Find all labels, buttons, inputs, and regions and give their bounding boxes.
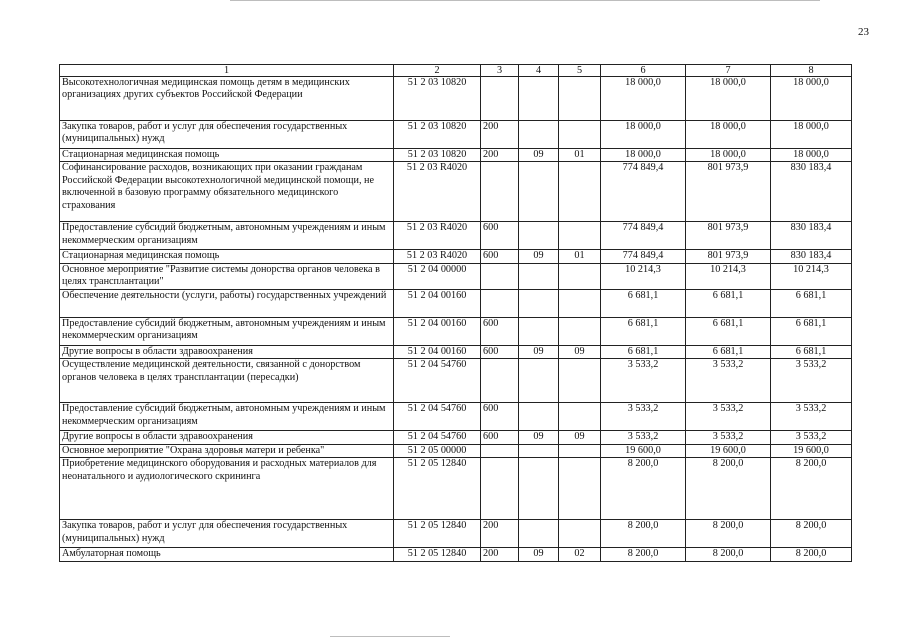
row-vr-cell: 600 xyxy=(481,250,519,263)
header-cell: 2 xyxy=(394,65,481,77)
row-code-cell: 51 2 03 10820 xyxy=(394,77,481,121)
page-number: 23 xyxy=(858,26,869,38)
table-header-row xyxy=(60,65,852,77)
row-rz-cell xyxy=(519,263,559,289)
row-value-year2-cell: 10 214,3 xyxy=(686,263,771,289)
row-pr-cell xyxy=(559,162,601,222)
row-vr-cell: 200 xyxy=(481,121,519,149)
row-value-year2-cell: 19 600,0 xyxy=(686,444,771,457)
row-pr-cell: 01 xyxy=(559,250,601,263)
header-cell: 6 xyxy=(601,65,686,77)
row-vr-cell: 600 xyxy=(481,317,519,345)
row-vr-cell: 200 xyxy=(481,149,519,162)
row-rz-cell xyxy=(519,403,559,431)
row-value-year3-cell: 18 000,0 xyxy=(771,121,852,149)
row-rz-cell: 09 xyxy=(519,548,559,561)
header-cell: 4 xyxy=(519,65,559,77)
row-name-cell: Высокотехнологичная медицинская помощь детям в медицинских организациях других субъектов Российской Федерации xyxy=(60,77,394,121)
row-pr-cell xyxy=(559,403,601,431)
row-rz-cell xyxy=(519,77,559,121)
row-rz-cell xyxy=(519,222,559,250)
row-name-cell: Основное мероприятие "Охрана здоровья матери и ребенка" xyxy=(60,444,394,457)
row-rz-cell: 09 xyxy=(519,431,559,444)
row-pr-cell xyxy=(559,263,601,289)
row-value-year1-cell: 18 000,0 xyxy=(601,77,686,121)
row-value-year3-cell: 18 000,0 xyxy=(771,149,852,162)
row-name-cell: Осуществление медицинской деятельности, связанной с донорством органов человека в целях трансплантации (пересадки) xyxy=(60,359,394,403)
table-row xyxy=(60,444,852,457)
row-value-year1-cell: 8 200,0 xyxy=(601,520,686,548)
row-rz-cell xyxy=(519,121,559,149)
row-value-year3-cell: 830 183,4 xyxy=(771,162,852,222)
row-pr-cell: 09 xyxy=(559,345,601,358)
header-cell: 5 xyxy=(559,65,601,77)
row-value-year3-cell: 830 183,4 xyxy=(771,222,852,250)
row-vr-cell: 600 xyxy=(481,431,519,444)
row-value-year1-cell: 3 533,2 xyxy=(601,403,686,431)
row-pr-cell xyxy=(559,317,601,345)
row-value-year3-cell: 6 681,1 xyxy=(771,345,852,358)
row-vr-cell: 200 xyxy=(481,548,519,561)
row-vr-cell: 600 xyxy=(481,222,519,250)
row-pr-cell xyxy=(559,458,601,520)
row-value-year3-cell: 8 200,0 xyxy=(771,458,852,520)
row-value-year1-cell: 10 214,3 xyxy=(601,263,686,289)
row-value-year1-cell: 3 533,2 xyxy=(601,431,686,444)
row-value-year2-cell: 6 681,1 xyxy=(686,289,771,317)
row-pr-cell xyxy=(559,289,601,317)
row-value-year3-cell: 8 200,0 xyxy=(771,548,852,561)
scan-edge-top xyxy=(230,0,820,1)
table-row xyxy=(60,458,852,520)
row-vr-cell xyxy=(481,444,519,457)
row-value-year3-cell: 3 533,2 xyxy=(771,359,852,403)
row-pr-cell xyxy=(559,222,601,250)
row-rz-cell: 09 xyxy=(519,345,559,358)
row-value-year2-cell: 8 200,0 xyxy=(686,520,771,548)
row-code-cell: 51 2 03 R4020 xyxy=(394,222,481,250)
header-cell: 1 xyxy=(60,65,394,77)
row-value-year1-cell: 6 681,1 xyxy=(601,289,686,317)
table-row xyxy=(60,121,852,149)
row-value-year3-cell: 18 000,0 xyxy=(771,77,852,121)
row-pr-cell xyxy=(559,359,601,403)
row-value-year3-cell: 830 183,4 xyxy=(771,250,852,263)
table-row xyxy=(60,162,852,222)
row-value-year1-cell: 8 200,0 xyxy=(601,458,686,520)
row-value-year1-cell: 6 681,1 xyxy=(601,345,686,358)
row-name-cell: Софинансирование расходов, возникающих при оказании гражданам Российской Федерации высокотехнологичной медицинской помощи, не включенной в базовую программу обязательного медицинского страхования xyxy=(60,162,394,222)
row-vr-cell xyxy=(481,289,519,317)
row-name-cell: Приобретение медицинского оборудования и расходных материалов для неонатального и аудиологического скрининга xyxy=(60,458,394,520)
table-row xyxy=(60,345,852,358)
row-value-year1-cell: 18 000,0 xyxy=(601,149,686,162)
row-value-year3-cell: 10 214,3 xyxy=(771,263,852,289)
table-row xyxy=(60,149,852,162)
row-value-year3-cell: 3 533,2 xyxy=(771,431,852,444)
row-code-cell: 51 2 03 10820 xyxy=(394,121,481,149)
row-value-year2-cell: 18 000,0 xyxy=(686,77,771,121)
row-pr-cell: 09 xyxy=(559,431,601,444)
row-value-year1-cell: 6 681,1 xyxy=(601,317,686,345)
row-vr-cell xyxy=(481,458,519,520)
table-row xyxy=(60,263,852,289)
row-rz-cell xyxy=(519,359,559,403)
row-value-year2-cell: 801 973,9 xyxy=(686,222,771,250)
row-value-year2-cell: 6 681,1 xyxy=(686,317,771,345)
row-vr-cell: 600 xyxy=(481,403,519,431)
row-name-cell: Предоставление субсидий бюджетным, автономным учреждениям и иным некоммерческим организациям xyxy=(60,222,394,250)
row-value-year3-cell: 6 681,1 xyxy=(771,317,852,345)
table-row xyxy=(60,289,852,317)
row-code-cell: 51 2 04 54760 xyxy=(394,359,481,403)
row-rz-cell: 09 xyxy=(519,250,559,263)
row-code-cell: 51 2 03 R4020 xyxy=(394,162,481,222)
row-value-year3-cell: 8 200,0 xyxy=(771,520,852,548)
table-row xyxy=(60,77,852,121)
row-name-cell: Предоставление субсидий бюджетным, автономным учреждениям и иным некоммерческим организациям xyxy=(60,403,394,431)
row-value-year3-cell: 6 681,1 xyxy=(771,289,852,317)
row-rz-cell xyxy=(519,444,559,457)
row-pr-cell: 01 xyxy=(559,149,601,162)
row-name-cell: Обеспечение деятельности (услуги, работы) государственных учреждений xyxy=(60,289,394,317)
row-value-year3-cell: 3 533,2 xyxy=(771,403,852,431)
row-vr-cell xyxy=(481,77,519,121)
row-pr-cell xyxy=(559,444,601,457)
row-rz-cell xyxy=(519,317,559,345)
row-name-cell: Другие вопросы в области здравоохранения xyxy=(60,431,394,444)
row-value-year1-cell: 19 600,0 xyxy=(601,444,686,457)
table-row xyxy=(60,520,852,548)
row-value-year2-cell: 3 533,2 xyxy=(686,359,771,403)
row-value-year1-cell: 3 533,2 xyxy=(601,359,686,403)
row-vr-cell: 600 xyxy=(481,345,519,358)
row-vr-cell xyxy=(481,263,519,289)
row-code-cell: 51 2 04 00160 xyxy=(394,317,481,345)
row-pr-cell xyxy=(559,520,601,548)
row-code-cell: 51 2 05 12840 xyxy=(394,548,481,561)
row-code-cell: 51 2 05 12840 xyxy=(394,520,481,548)
row-vr-cell: 200 xyxy=(481,520,519,548)
row-name-cell: Основное мероприятие "Развитие системы донорства органов человека в целях трансплантации" xyxy=(60,263,394,289)
row-value-year1-cell: 774 849,4 xyxy=(601,222,686,250)
budget-table xyxy=(59,64,852,562)
row-pr-cell xyxy=(559,121,601,149)
scan-edge-bottom xyxy=(330,636,450,637)
row-rz-cell xyxy=(519,458,559,520)
row-value-year1-cell: 774 849,4 xyxy=(601,250,686,263)
row-code-cell: 51 2 04 00160 xyxy=(394,345,481,358)
row-value-year3-cell: 19 600,0 xyxy=(771,444,852,457)
row-code-cell: 51 2 03 10820 xyxy=(394,149,481,162)
row-code-cell: 51 2 04 54760 xyxy=(394,403,481,431)
row-name-cell: Закупка товаров, работ и услуг для обеспечения государственных (муниципальных) нужд xyxy=(60,520,394,548)
header-cell: 3 xyxy=(481,65,519,77)
row-value-year2-cell: 6 681,1 xyxy=(686,345,771,358)
row-code-cell: 51 2 04 54760 xyxy=(394,431,481,444)
row-value-year1-cell: 774 849,4 xyxy=(601,162,686,222)
row-rz-cell xyxy=(519,289,559,317)
row-value-year2-cell: 8 200,0 xyxy=(686,548,771,561)
row-name-cell: Предоставление субсидий бюджетным, автономным учреждениям и иным некоммерческим организациям xyxy=(60,317,394,345)
table-row xyxy=(60,403,852,431)
table-row xyxy=(60,250,852,263)
row-code-cell: 51 2 04 00160 xyxy=(394,289,481,317)
row-vr-cell xyxy=(481,359,519,403)
row-value-year2-cell: 3 533,2 xyxy=(686,431,771,444)
row-name-cell: Стационарная медицинская помощь xyxy=(60,250,394,263)
table-row xyxy=(60,431,852,444)
header-cell: 8 xyxy=(771,65,852,77)
row-code-cell: 51 2 04 00000 xyxy=(394,263,481,289)
row-value-year2-cell: 801 973,9 xyxy=(686,250,771,263)
header-cell: 7 xyxy=(686,65,771,77)
row-code-cell: 51 2 05 00000 xyxy=(394,444,481,457)
table-row xyxy=(60,222,852,250)
row-rz-cell xyxy=(519,520,559,548)
row-value-year2-cell: 8 200,0 xyxy=(686,458,771,520)
table-row xyxy=(60,317,852,345)
row-code-cell: 51 2 03 R4020 xyxy=(394,250,481,263)
row-value-year1-cell: 8 200,0 xyxy=(601,548,686,561)
row-pr-cell: 02 xyxy=(559,548,601,561)
row-name-cell: Закупка товаров, работ и услуг для обеспечения государственных (муниципальных) нужд xyxy=(60,121,394,149)
row-rz-cell xyxy=(519,162,559,222)
row-value-year2-cell: 18 000,0 xyxy=(686,121,771,149)
row-vr-cell xyxy=(481,162,519,222)
table-row xyxy=(60,359,852,403)
row-rz-cell: 09 xyxy=(519,149,559,162)
row-code-cell: 51 2 05 12840 xyxy=(394,458,481,520)
row-value-year2-cell: 801 973,9 xyxy=(686,162,771,222)
row-value-year1-cell: 18 000,0 xyxy=(601,121,686,149)
row-value-year2-cell: 18 000,0 xyxy=(686,149,771,162)
row-value-year2-cell: 3 533,2 xyxy=(686,403,771,431)
row-pr-cell xyxy=(559,77,601,121)
row-name-cell: Стационарная медицинская помощь xyxy=(60,149,394,162)
row-name-cell: Другие вопросы в области здравоохранения xyxy=(60,345,394,358)
table-row xyxy=(60,548,852,561)
row-name-cell: Амбулаторная помощь xyxy=(60,548,394,561)
